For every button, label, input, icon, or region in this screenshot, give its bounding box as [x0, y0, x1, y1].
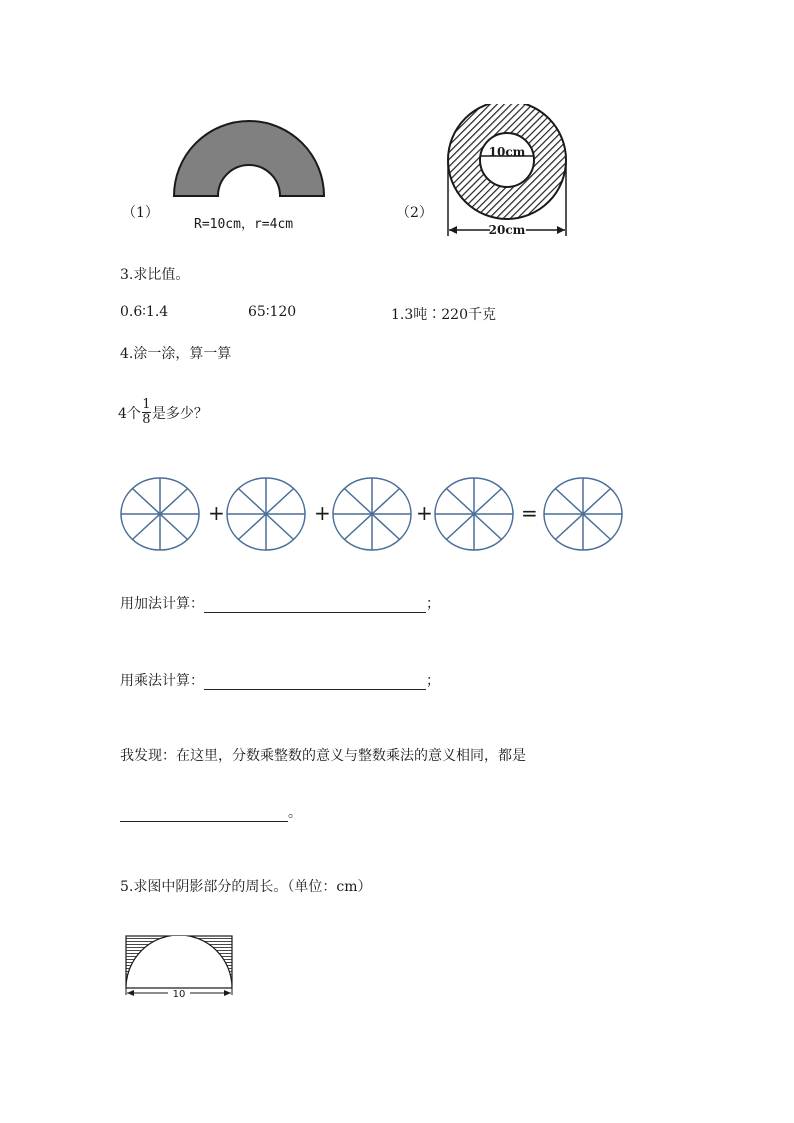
circle-4	[435, 478, 513, 550]
q3-item-3: 1.3吨∶220千克	[391, 307, 496, 323]
inner-diameter-label: 10cm	[488, 145, 526, 159]
semicircle-in-rectangle-figure	[122, 932, 236, 1004]
q3-item-2: 65∶120	[248, 304, 297, 320]
multiplication-answer-blank[interactable]	[204, 675, 426, 690]
addition-answer-blank[interactable]	[204, 598, 426, 613]
addition-line	[120, 593, 440, 613]
figure-1-caption: R=10cm，r=4cm	[194, 217, 294, 232]
plus-sign-3: +	[416, 501, 433, 525]
circle-2	[227, 478, 305, 550]
fraction-numerator: 1	[142, 397, 151, 412]
figure-2-label: （2）	[396, 205, 433, 221]
discovery-answer-line	[120, 802, 302, 822]
circle-3	[333, 478, 411, 550]
q4-prompt-prefix: 4个	[118, 405, 141, 422]
equals-sign: =	[521, 501, 538, 525]
q3-item-1: 0.6∶1.4	[120, 304, 169, 320]
addition-label: 用加法计算：	[120, 596, 204, 612]
circle-1	[121, 478, 199, 550]
q4-title: 4.涂一涂，算一算	[120, 346, 232, 362]
discovery-answer-blank[interactable]	[120, 807, 288, 822]
discovery-text: 我发现：在这里，分数乘整数的意义与整数乘法的意义相同，都是	[120, 748, 526, 764]
q5-title: 5.求图中阴影部分的周长。（单位：cm）	[120, 879, 372, 895]
multiplication-end-mark: ；	[426, 673, 440, 689]
plus-sign-2: +	[314, 501, 331, 525]
q5-dimension-label: 10	[172, 989, 186, 1000]
discovery-period: 。	[288, 805, 302, 821]
figure-1-label: （1）	[122, 205, 159, 221]
addition-end-mark: ；	[426, 596, 440, 612]
q3-title: 3.求比值。	[120, 267, 190, 283]
annulus-figure	[440, 104, 575, 239]
multiplication-line	[120, 670, 440, 690]
fraction	[142, 398, 151, 427]
circle-5	[544, 478, 622, 550]
q4-prompt-suffix: 是多少？	[151, 405, 208, 422]
q4-prompt	[118, 398, 208, 427]
fraction-circles-row	[110, 470, 640, 560]
semicircle-ring-figure	[170, 118, 330, 198]
multiplication-label: 用乘法计算：	[120, 673, 204, 689]
outer-diameter-label: 20cm	[488, 223, 526, 237]
fraction-denominator: 8	[142, 412, 151, 427]
plus-sign-1: +	[208, 501, 225, 525]
